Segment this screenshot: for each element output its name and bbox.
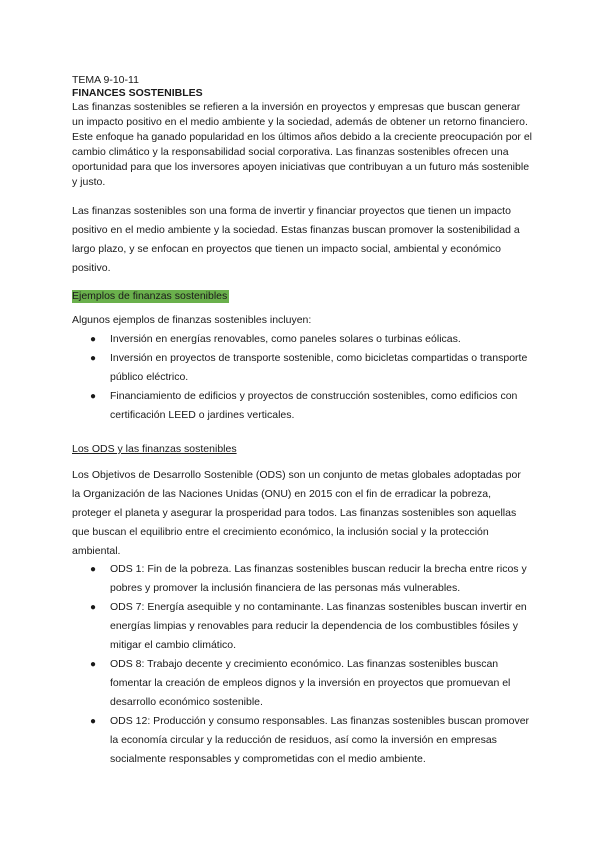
ods-heading-wrap: [72, 440, 532, 459]
ods-heading: Los ODS y las finanzas sostenibles: [72, 443, 237, 455]
list-item: ● ODS 7: Energía asequible y no contaminante. Las finanzas sostenibles buscan invertir en energías limpias y renovables para reducir la dependencia de los combustibles fósiles y mitigar el cambio climático.: [72, 598, 532, 655]
examples-lead: Algunos ejemplos de finanzas sostenibles incluyen:: [72, 314, 312, 326]
bullet-icon: ●: [90, 602, 97, 613]
document-title: FINANCES SOSTENIBLES: [72, 87, 203, 99]
examples-heading-wrap: [72, 287, 532, 306]
list-item: ● Inversión en proyectos de transporte sostenible, como bicicletas compartidas o transporte público eléctrico.: [72, 349, 542, 387]
list-item: ● ODS 12: Producción y consumo responsables. Las finanzas sostenibles buscan promover la economía circular y la reducción de residuos, así como la inversión en empresas socialmente responsables y comprometidas con el medio ambiente.: [72, 712, 532, 769]
bullet-icon: ●: [90, 391, 97, 402]
bullet-icon: ●: [90, 716, 97, 727]
list-item: ● ODS 1: Fin de la pobreza. Las finanzas sostenibles buscan reducir la brecha entre ricos y pobres y promover la inclusión financiera de las personas más vulnerables.: [72, 560, 532, 598]
intro-paragraph-2: Las finanzas sostenibles son una forma de invertir y financiar proyectos que tienen un impacto positivo en el medio ambiente y la sociedad. Estas finanzas buscan promover la sostenibilidad a largo plazo, y se enfocan en proyectos que tienen un impacto social, ambiental y económico positivo.: [72, 205, 520, 274]
document-header: [72, 74, 532, 100]
bullet-icon: ●: [90, 353, 97, 364]
bullet-icon: ●: [90, 334, 97, 345]
examples-heading: Ejemplos de finanzas sostenibles: [72, 290, 228, 302]
examples-list: [72, 330, 542, 425]
ods-list: [72, 560, 532, 769]
topic-label: TEMA 9-10-11: [72, 74, 139, 86]
bullet-icon: ●: [90, 564, 97, 575]
bullet-icon: ●: [90, 659, 97, 670]
list-item: ● ODS 8: Trabajo decente y crecimiento económico. Las finanzas sostenibles buscan fomentar la creación de empleos dignos y la inversión en proyectos que promuevan el desarrollo económico sostenible.: [72, 655, 532, 712]
ods-lead: Los Objetivos de Desarrollo Sostenible (ODS) son un conjunto de metas globales adoptadas por la Organización de las Naciones Unidas (ONU) en 2015 con el fin de erradicar la pobreza, proteger el planeta y asegurar la prosperidad para todos. Las finanzas sostenibles son aquellas que buscan el equilibrio entre el crecimiento económico, la inclusión social y la protección ambiental.: [72, 469, 521, 557]
list-item: ● Inversión en energías renovables, como paneles solares o turbinas eólicas.: [72, 330, 542, 349]
intro-paragraph-1: Las finanzas sostenibles se refieren a la inversión en proyectos y empresas que buscan generar un impacto positivo en el medio ambiente y la sociedad, además de obtener un retorno financiero. Este enfoque ha ganado popularidad en los últimos años debido a la creciente preocupación por el cambio climático y la responsabilidad social corporativa. Las finanzas sostenibles ofrecen una oportunidad para que los inversores apoyen iniciativas que contribuyan a un futuro más sostenible y justo.: [72, 101, 532, 188]
list-item: ● Financiamiento de edificios y proyectos de construcción sostenibles, como edificios con certificación LEED o jardines verticales.: [72, 387, 542, 425]
